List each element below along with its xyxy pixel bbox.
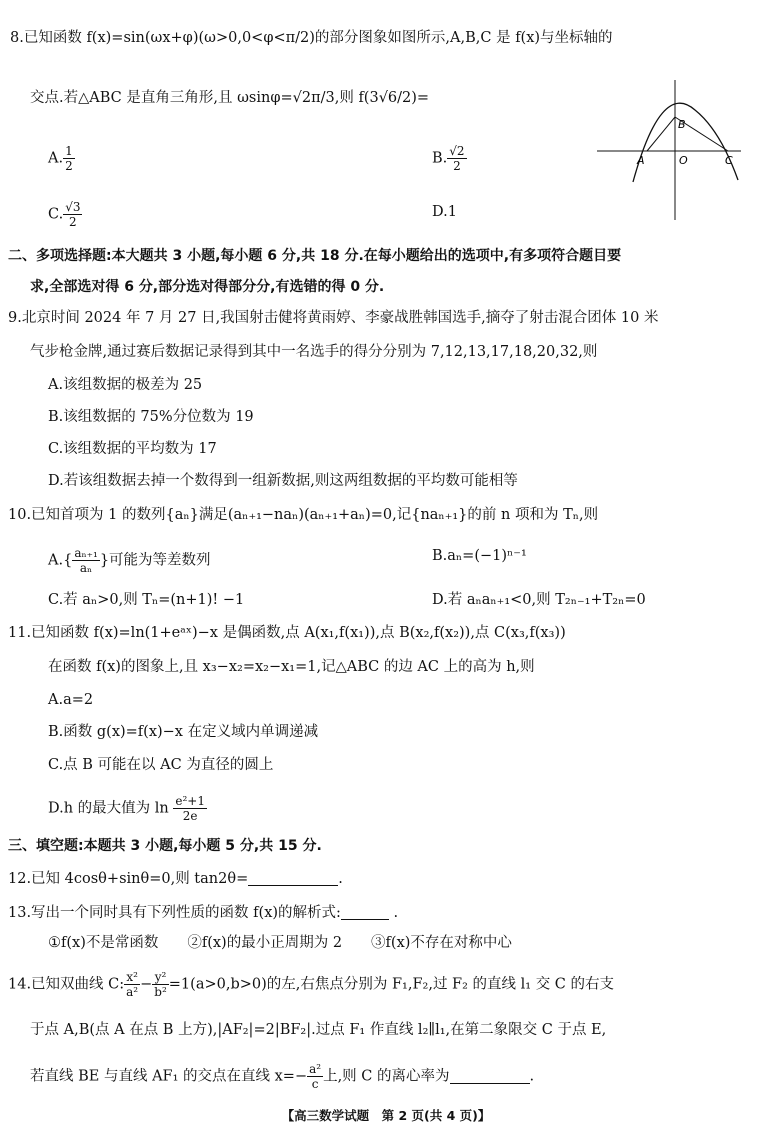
q11-option-c: C.点 B 可能在以 AC 为直径的圆上 bbox=[48, 757, 274, 773]
q12-answer-blank[interactable] bbox=[248, 870, 338, 886]
q10-option-c: C.若 aₙ>0,则 Tₙ=(n+1)! −1 bbox=[48, 592, 245, 608]
q8-option-a: A. $\frac{1}{2}$ bbox=[48, 144, 73, 173]
q8-option-c: C. $\frac{√3}{2}$ bbox=[48, 200, 81, 229]
q8-function-graph bbox=[595, 70, 745, 220]
q14-answer-blank[interactable] bbox=[450, 1068, 530, 1084]
q9-option-d: D.若该组数据去掉一个数得到一组新数据,则这两组数据的平均数可能相等 bbox=[48, 473, 518, 489]
q11-stem-line2: 在函数 f(x)的图象上,且 x₃−x₂=x₂−x₁=1,记△ABC 的边 AC 上的高为 h,则 bbox=[48, 659, 535, 675]
q9-option-c: C.该组数据的平均数为 17 bbox=[48, 441, 217, 457]
q8-option-d: D.1 bbox=[432, 204, 457, 220]
q10-option-b: B.aₙ=(−1)ⁿ⁻¹ bbox=[432, 548, 527, 564]
q11-option-d: D.h 的最大值为 ln $\frac{\text{e²+1}}{2e}$ bbox=[48, 794, 205, 823]
q13-properties: ①f(x)不是常函数 ②f(x)的最小正周期为 2 ③f(x)不存在对称中心 bbox=[48, 935, 512, 951]
section2-heading-line2: 求,全部选对得 6 分,部分选对得部分分,有选错的得 0 分. bbox=[30, 279, 385, 295]
section3-heading: 三、填空题:本题共 3 小题,每小题 5 分,共 15 分. bbox=[8, 838, 322, 854]
label-b: B bbox=[678, 118, 686, 131]
q11-option-a: A.a=2 bbox=[48, 692, 94, 708]
q10-stem: 10.已知首项为 1 的数列{aₙ}满足(aₙ₊₁−naₙ)(aₙ₊₁+aₙ)=0,记{naₙ₊₁}的前 n 项和为 Tₙ,则 bbox=[8, 507, 599, 523]
q10-option-a: A.{ $\frac{\text{aₙ₊₁}}{\text{aₙ}}$ }可能为等差数列 bbox=[48, 546, 211, 575]
q9-option-a: A.该组数据的极差为 25 bbox=[48, 377, 203, 393]
label-c: C bbox=[725, 154, 733, 167]
q8-stem-line2: 交点.若△ABC 是直角三角形,且 ωsinφ=√2π/3,则 f(3√6/2)= bbox=[30, 90, 430, 106]
q11-stem-line1: 11.已知函数 f(x)=ln(1+eᵃˣ)−x 是偶函数,点 A(x₁,f(x₁)),点 B(x₂,f(x₂)),点 C(x₃,f(x₃)) bbox=[8, 625, 566, 641]
q13-answer-blank[interactable] bbox=[341, 904, 389, 920]
q9-stem-line1: 9.北京时间 2024 年 7 月 27 日,我国射击健将黄雨婷、李豪战胜韩国选手,摘夺了射击混合团体 10 米 bbox=[8, 310, 659, 326]
q12-stem: 12.已知 4cosθ+sinθ=0,则 tan2θ= . bbox=[8, 871, 343, 887]
q14-stem-line2: 于点 A,B(点 A 在点 B 上方),|AF₂|=2|BF₂|.过点 F₁ 作直线 l₂∥l₁,在第二象限交 C 于点 E, bbox=[30, 1022, 607, 1038]
q14-stem-line1: 14.已知双曲线 C: $\frac{\text{x²}}{\text{a²}}$ − $\frac{\text{y²}}{\text{b²}}$ =1(a>0,b>0)的左,右焦点分别为 F₁,F₂,过 F₂ 的直线 l₁ 交 C 的右支 bbox=[8, 970, 615, 999]
q14-stem-line3: 若直线 BE 与直线 AF₁ 的交点在直线 x=− $\frac{\text{a²}}{c}$ 上,则 C 的离心率为 . bbox=[30, 1062, 535, 1091]
q10-option-d: D.若 aₙaₙ₊₁<0,则 T₂ₙ₋₁+T₂ₙ=0 bbox=[432, 592, 646, 608]
label-o: O bbox=[679, 154, 688, 167]
segment-ab bbox=[647, 117, 675, 151]
q9-option-b: B.该组数据的 75%分位数为 19 bbox=[48, 409, 254, 425]
q11-option-b: B.函数 g(x)=f(x)−x 在定义域内单调递减 bbox=[48, 724, 319, 740]
q9-stem-line2: 气步枪金牌,通过赛后数据记录得到其中一名选手的得分分别为 7,12,13,17,18,20,32,则 bbox=[30, 344, 598, 360]
page-footer: 【高三数学试题 第 2 页(共 4 页)】 bbox=[281, 1108, 491, 1123]
label-a: A bbox=[637, 154, 645, 167]
q8-option-b: B. $\frac{√2}{2}$ bbox=[432, 144, 465, 173]
sine-curve bbox=[633, 103, 738, 182]
q8-stem-line1: 8.已知函数 f(x)=sin(ωx+φ)(ω>0,0<φ<π/2)的部分图象如图所示,A,B,C 是 f(x)与坐标轴的 bbox=[10, 30, 613, 46]
section2-heading-line1: 二、多项选择题:本大题共 3 小题,每小题 6 分,共 18 分.在每小题给出的选项中,有多项符合题目要 bbox=[8, 248, 622, 264]
q13-stem: 13.写出一个同时具有下列性质的函数 f(x)的解析式: . bbox=[8, 905, 399, 921]
